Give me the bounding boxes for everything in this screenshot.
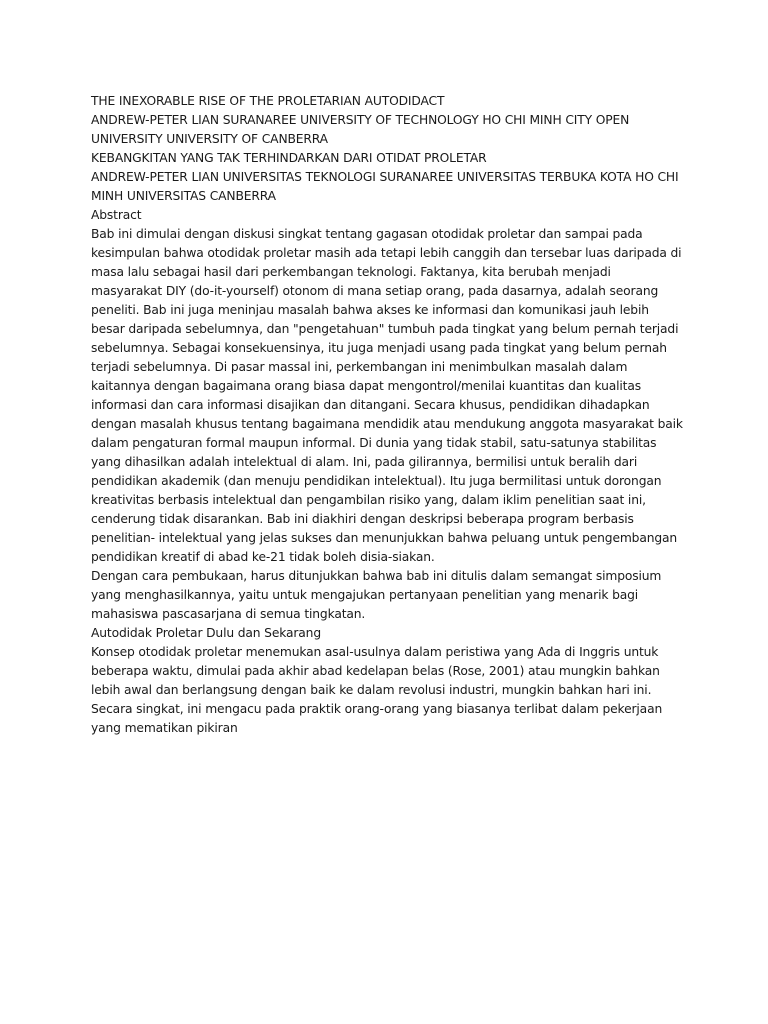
section-heading: Autodidak Proletar Dulu dan Sekarang bbox=[91, 626, 321, 640]
indonesian-title: KEBANGKITAN YANG TAK TERHINDARKAN DARI OTIDAT PROLETAR bbox=[91, 151, 487, 165]
indonesian-author-affiliations: ANDREW-PETER LIAN UNIVERSITAS TEKNOLOGI SURANAREE UNIVERSITAS TERBUKA KOTA HO CHI MINH UNIVERSITAS CANBERRA bbox=[91, 170, 679, 203]
abstract-paragraph: Bab ini dimulai dengan diskusi singkat tentang gagasan otodidak proletar dan sampai pada kesimpulan bahwa otodidak proletar masih ada tetapi lebih canggih dan tersebar luas daripada di masa lalu sebagai hasil dari perkembangan teknologi. Faktanya, kita berubah menjadi masyarakat DIY (do-it-yourself) otonom di mana setiap orang, pada dasarnya, adalah seorang peneliti. Bab ini juga meninjau masalah bahwa akses ke informasi dan komunikasi jauh lebih besar daripada sebelumnya, dan "pengetahuan" tumbuh pada tingkat yang belum pernah terjadi sebelumnya. Sebagai konsekuensinya, itu juga menjadi usang pada tingkat yang belum pernah terjadi sebelumnya. Di pasar massal ini, perkembangan ini menimbulkan masalah dalam kaitannya dengan bagaimana orang biasa dapat mengontrol/menilai kuantitas dan kualitas informasi dan cara informasi disajikan dan ditangani. Secara khusus, pendidikan dihadapkan dengan masalah khusus tentang bagaimana mendidik atau mendukung anggota masyarakat baik dalam pengaturan formal maupun informal. Di dunia yang tidak stabil, satu-satunya stabilitas yang dihasilkan adalah intelektual di alam. Ini, pada gilirannya, bermilisi untuk beralih dari pendidikan akademik (dan menuju pendidikan intelektual). Itu juga bermilitasi untuk dorongan kreativitas berbasis intelektual dan pengambilan risiko yang, dalam iklim penelitian saat ini, cenderung tidak disarankan. Bab ini diakhiri dengan deskripsi beberapa program berbasis penelitian- intelektual yang jelas sukses dan menunjukkan bahwa peluang untuk pengembangan pendidikan kreatif di abad ke-21 tidak boleh disia-siakan. bbox=[91, 227, 683, 564]
section-paragraph: Konsep otodidak proletar menemukan asal-usulnya dalam peristiwa yang Ada di Inggris untuk beberapa waktu, dimulai pada akhir abad kedelapan belas (Rose, 2001) atau mungkin bahkan lebih awal dan berlangsung dengan baik ke dalam revolusi industri, mungkin bahkan hari ini. Secara singkat, ini mengacu pada praktik orang-orang yang biasanya terlibat dalam pekerjaan yang mematikan pikiran bbox=[91, 645, 663, 735]
abstract-heading: Abstract bbox=[91, 208, 142, 222]
english-title: THE INEXORABLE RISE OF THE PROLETARIAN AUTODIDACT bbox=[91, 94, 445, 108]
english-author-affiliations: ANDREW-PETER LIAN SURANAREE UNIVERSITY OF TECHNOLOGY HO CHI MINH CITY OPEN UNIVERSITY UNIVERSITY OF CANBERRA bbox=[91, 113, 630, 146]
document-content bbox=[91, 92, 683, 738]
opening-note-paragraph: Dengan cara pembukaan, harus ditunjukkan bahwa bab ini ditulis dalam semangat simposium yang menghasilkannya, yaitu untuk mengajukan pertanyaan penelitian yang menarik bagi mahasiswa pascasarjana di semua tingkatan. bbox=[91, 569, 662, 621]
